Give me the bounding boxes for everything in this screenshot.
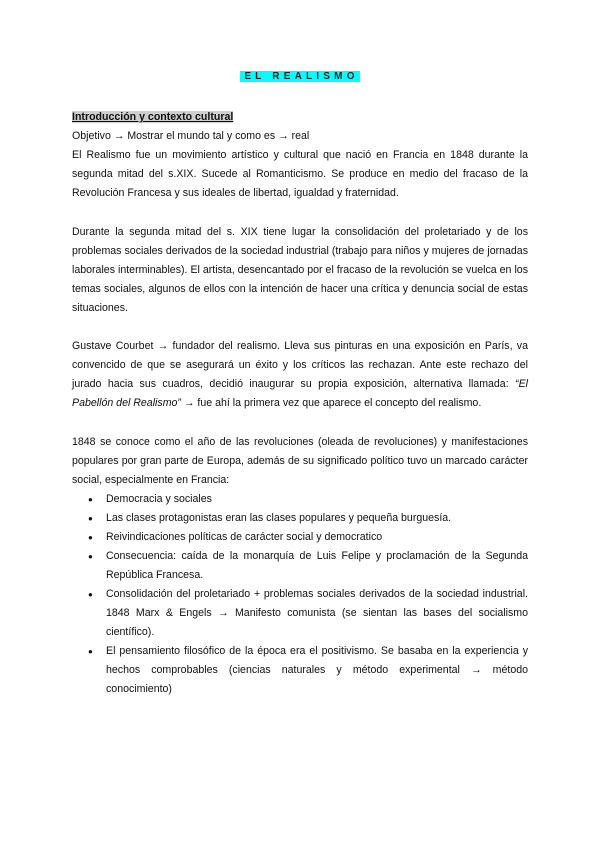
year-1848-section [72,433,528,699]
intro-section [72,108,528,203]
list-item: ● Consolidación del proletariado + problemas sociales derivados de la sociedad industrial. 1848 Marx & Engels → Manifesto comunista (se sientan las bases del socialismo científico). [86,585,528,642]
list-item: ● Consecuencia: caída de la monarquía de Luis Felipe y proclamación de la Segunda República Francesa. [86,547,528,585]
list-item: ● Reivindicaciones políticas de carácter social y democratico [86,528,528,547]
intro-paragraph: El Realismo fue un movimiento artístico y cultural que nació en Francia en 1848 durante la segunda mitad del s.XIX. Sucede al Romanticismo. Se produce en medio del fracaso de la Revolución Francesa y sus ideales de libertad, igualdad y fraternidad. [72,149,528,199]
list-item: ● Democracia y sociales [86,490,528,509]
list-item: ● El pensamiento filosófico de la época era el positivismo. Se basaba en la experiencia y hechos comprobables (ciencias naturales y método experimental → método conocimiento) [86,642,528,699]
courbet-text: Gustave Courbet → fundador del realismo. Lleva sus pinturas en una exposición en París, va convencido de que se asegurará un éxito y los críticos las rechazan. Ante este rechazo del jurado hacia sus cuadros, decidió inaugurar su propia exposición, alternativa llamada: [72,340,528,390]
courbet-paragraph [72,337,528,413]
objective-line: Objetivo → Mostrar el mundo tal y como es → real [72,130,310,142]
bullet-list [86,490,528,699]
title-highlight: EL REALISMO [240,71,359,82]
list-item: ● Las clases protagonistas eran las clases populares y pequeña burguesía. [86,509,528,528]
courbet-text-end: → fue ahí la primera vez que aparece el concepto del realismo. [180,397,482,409]
year-1848-paragraph: 1848 se conoce como el año de las revoluciones (oleada de revoluciones) y manifestaciones populares por gran parte de Europa, además de su significado político tuvo un marcado carácter social, especialmente en Francia: [72,436,528,486]
section-heading: Introducción y contexto cultural [72,111,234,123]
document-title [0,70,600,84]
courbet-section [72,337,528,413]
second-half-paragraph: Durante la segunda mitad del s. XIX tiene lugar la consolidación del proletariado y de los problemas sociales derivados de la sociedad industrial (trabajo para niños y mujeres de jornadas laborales interminables). El artista, desencantado por el fracaso de la revolución se vuelca en los temas sociales, algunos de ellos con la intención de hacer una crítica y denuncia social de estas situaciones. [72,226,528,314]
second-half-section [72,223,528,318]
pabellon-name: “El Pabellón del Realismo” [72,378,528,409]
